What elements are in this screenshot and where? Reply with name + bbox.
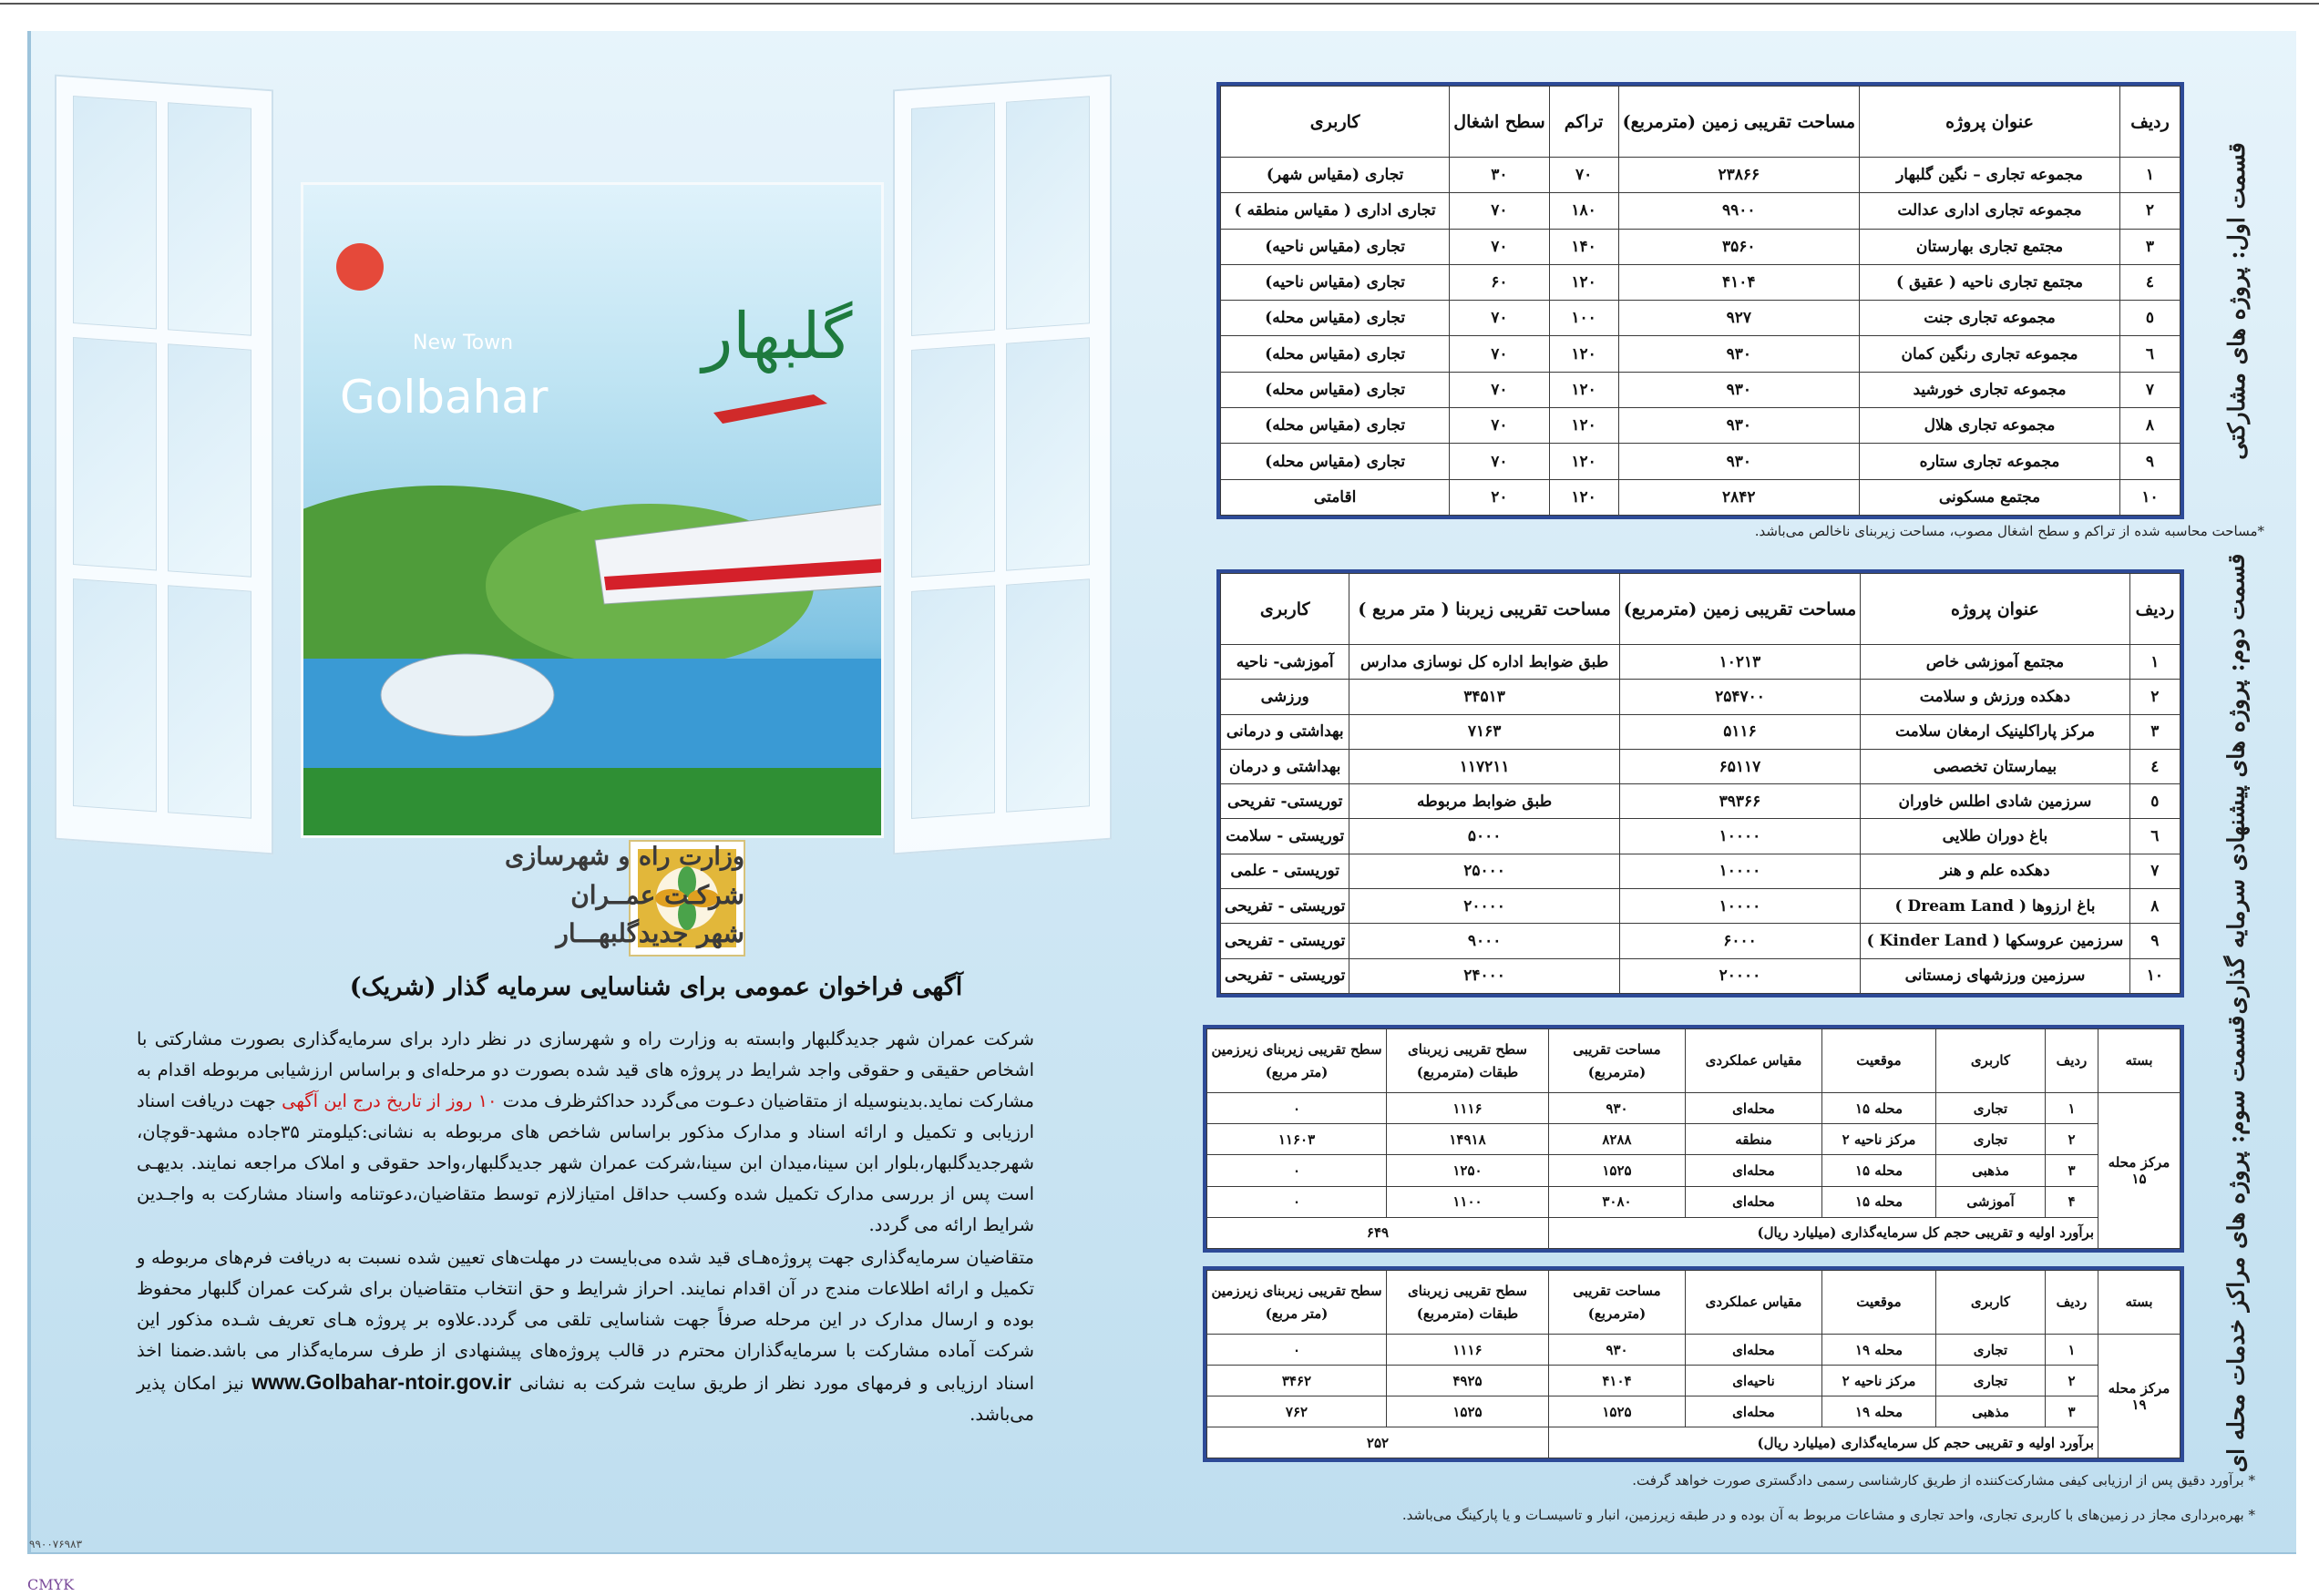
participation-projects-table	[1220, 86, 2180, 516]
table-cell: ٦	[2120, 336, 2180, 372]
right-window-sash	[893, 75, 1112, 855]
logo-text-en-small: New Town	[413, 332, 514, 354]
grass	[303, 768, 884, 838]
table-cell: ۳۵۶۰	[1618, 229, 1859, 264]
table-row	[1221, 889, 2180, 924]
table-cell: ۱۲۰	[1549, 264, 1618, 300]
paragraph-2: متقاضیان سرمایه‌گذاری جهت پروژه‌هـای قید شده می‌بایست در مهلت‌های تعیین شده نسبت به دریافت فرم‌های مربوطه و تکمیل و ارائه اطلاعات مندج در آن اقدام نمایند. احراز شرایط و حق انتخاب متقاضیان برای شرکت عمران گلبهار محفوظ بوده و ارسال مدارک در این مرحله صرفاً جهت شناسایی تلقی می گردد.علاوه بر پروژه هـای تعریف شـده مذکور این شرکت آماده مشارکت با سرمایه‌گذاران محترم در قالب پروژه‌های پیشنهادی از طرف سرمایه‌گذار می باشد.ضمنا اخذ اسناد ارزیابی و فرمهای مورد نظر از طریق سایت شرکت به نشانی www.Golbahar-ntoir.gov.ir نیز امکان پذیر می‌باشد.	[137, 1247, 1035, 1425]
table-cell: توریستی - علمی	[1221, 854, 1349, 888]
table-cell: مجتمع مسکونی	[1860, 479, 2120, 515]
table-cell: تجاری (مقیاس محله)	[1221, 408, 1450, 444]
table-cell: سرزمین شادی اطلس خاوران	[1861, 784, 2130, 819]
table-cell: مرکز ناحیه ۲	[1822, 1124, 1936, 1155]
city-photo	[301, 182, 884, 838]
table-cell: ۷	[2129, 854, 2180, 888]
table-cell: تجاری	[1936, 1124, 2046, 1155]
table-cell: مجموعه تجاری هلال	[1860, 408, 2120, 444]
table-cell: ۱۰۰۰۰	[1619, 854, 1860, 888]
table-cell: ٥	[2129, 784, 2180, 819]
left-window-sash	[55, 75, 273, 855]
color-mark: CMYK	[27, 1576, 75, 1593]
table-cell: ۷۰	[1450, 301, 1549, 336]
column-header: ردیف	[2046, 1029, 2098, 1093]
table-cell: توریستی - تفریحی	[1221, 924, 1349, 958]
table-cell: محله‌ای	[1686, 1186, 1822, 1217]
table-cell: ۹۲۷	[1618, 301, 1859, 336]
table-cell: ۳	[2129, 714, 2180, 749]
column-header: عنوان پروژه	[1860, 87, 2120, 158]
total-label: برآورد اولیه و تقریبی حجم کل سرمایه‌گذاری (میلیارد ریال)	[1549, 1217, 2098, 1248]
total-row	[1207, 1427, 2180, 1458]
table-cell: تجاری	[1936, 1335, 2046, 1366]
table-row	[1221, 229, 2180, 264]
table-cell: تجاری (مقیاس ناحیه)	[1221, 264, 1450, 300]
table-cell: باغ دوران طلایی	[1861, 819, 2130, 854]
table-row	[1221, 784, 2180, 819]
column-header: مساحت تقریبی زیربنا ( متر مربع )	[1349, 574, 1619, 645]
table-cell: ۹۳۰	[1618, 408, 1859, 444]
section2-table	[1216, 569, 2184, 998]
column-header: مقیاس عملکردی	[1686, 1029, 1822, 1093]
neighborhood15-table	[1206, 1028, 2180, 1249]
table-cell: ۱۸۰	[1549, 193, 1618, 229]
total-row	[1207, 1217, 2180, 1248]
table-cell: طبق ضوابط اداره کل نوسازی مدارس	[1349, 645, 1619, 680]
column-header: مقیاس عملکردی	[1686, 1271, 1822, 1335]
table-cell: ۱۱۱۶	[1387, 1093, 1549, 1124]
table-cell: ٤	[2129, 749, 2180, 783]
table-cell: مجتمع تجاری بهارستان	[1860, 229, 2120, 264]
table-row	[1221, 444, 2180, 479]
table-cell: تجاری اداری ( مقیاس منطقه )	[1221, 193, 1450, 229]
table-cell: ۱۵۲۵	[1549, 1396, 1686, 1427]
table-cell: ۷۰	[1549, 158, 1618, 193]
table-cell: توریستی - تفریحی	[1221, 958, 1349, 993]
table-cell: ۲۸۴۲	[1618, 479, 1859, 515]
table-cell: ۸	[2129, 889, 2180, 924]
column-header: مساحت تقریبی زمین (مترمربع)	[1618, 87, 1859, 158]
table-cell: ۱	[2046, 1335, 2098, 1366]
table-row	[1207, 1396, 2180, 1427]
table-cell: محله ۱۹	[1822, 1396, 1936, 1427]
column-header: سطح تقریبی زیربنای زیرزمین (متر مربع)	[1207, 1029, 1387, 1093]
table-cell: تجاری (مقیاس شهر)	[1221, 158, 1450, 193]
table-cell: ۱۲۰	[1549, 408, 1618, 444]
column-header: بسته	[2098, 1271, 2180, 1335]
table-row	[1221, 264, 2180, 300]
table-cell: ۹۳۰	[1618, 372, 1859, 407]
table-row	[1221, 158, 2180, 193]
table-cell: ۷۰	[1450, 193, 1549, 229]
pack-name: مرکز محله ۱۹	[2098, 1335, 2180, 1458]
table-cell: ۱۰۰۰۰	[1619, 889, 1860, 924]
table-cell: توریستی- تفریحی	[1221, 784, 1349, 819]
column-header: سطح تقریبی زیربنای طبقات (مترمربع)	[1387, 1029, 1549, 1093]
table-cell: تجاری	[1936, 1093, 2046, 1124]
table-cell: ۰	[1207, 1093, 1387, 1124]
table-cell: سرزمین عروسکها ( Kinder Land )	[1861, 924, 2130, 958]
section2-label: قسمت دوم: پروژه های پیشنهادی سرمایه گذاری	[2222, 553, 2250, 1014]
table-cell: مرکز ناحیه ۲	[1822, 1366, 1936, 1396]
table-cell: محله‌ای	[1686, 1396, 1822, 1427]
table-cell: ۸	[2120, 408, 2180, 444]
table-cell: ورزشی	[1221, 680, 1349, 714]
table-cell: بیمارستان تخصصی	[1861, 749, 2130, 783]
table-cell: ۹۳۰	[1618, 444, 1859, 479]
table-cell: ۷۶۲	[1207, 1396, 1387, 1427]
table-cell: باغ ارزوها ( Dream Land )	[1861, 889, 2130, 924]
table-row	[1221, 336, 2180, 372]
table-cell: ۱۱۰۰	[1387, 1186, 1549, 1217]
table-cell: تجاری (مقیاس محله)	[1221, 444, 1450, 479]
logo-text-en: Golbahar	[340, 371, 549, 424]
table-row	[1221, 819, 2180, 854]
table-cell: مرکز پاراکلینیک ارمغان سلامت	[1861, 714, 2130, 749]
table-cell: ٤	[2120, 264, 2180, 300]
neighborhood19-table	[1206, 1270, 2180, 1458]
ad-code: ۹۹۰۰۷۶۹۸۳	[29, 1538, 83, 1550]
table-cell: ۳	[2046, 1155, 2098, 1186]
table-cell: ۷۱۶۳	[1349, 714, 1619, 749]
table-cell: ۳	[2120, 229, 2180, 264]
column-header: ردیف	[2120, 87, 2180, 158]
table-cell: ۴۱۰۴	[1618, 264, 1859, 300]
table-cell: ۳	[2046, 1396, 2098, 1427]
table-row	[1221, 372, 2180, 407]
table-cell: مجموعه تجاری ستاره	[1860, 444, 2120, 479]
table-cell: ۲	[2129, 680, 2180, 714]
table-cell: ۸۲۸۸	[1549, 1124, 1686, 1155]
table-cell: ۲۳۸۶۶	[1618, 158, 1859, 193]
balloon-icon	[336, 243, 384, 291]
city-name: شهر جدیدگلبهـــار	[556, 918, 744, 948]
table-cell: اقامتی	[1221, 479, 1450, 515]
table-cell: ۳۰۸۰	[1549, 1186, 1686, 1217]
table-cell: مجتمع آموزشی خاص	[1861, 645, 2130, 680]
paragraph-1: شرکت عمران شهر جدیدگلبهار وابسته به وزارت راه و شهرسازی در نظر دارد برای سرمایه‌گذاری بصورت مشارکتی با اشخاص حقیقی و حقوقی واجد شرایط در پروژه های قید شده بصورت دو مرحله‌ای و براساس ارزشیابی مربوطه اقدام به مشارکت نماید.بدینوسیله از متقاضیان دعـوت می‌گردد حداکثرظرف مدت ۱۰ روز از تاریخ درج این آگهی جهت دریافت اسناد ارزیابی و تکمیل و ارائه اسناد و مدارک مذکور براساس شاخص های مربوطه به نشانی:کیلومتر ۳۵جاده مشهد-قوچان، شهرجدیدگلبهار،بلوار ابن سینا،میدان ابن سینا،شرکت عمران شهر جدیدگلبهار،واحد حقوقی و املاک مراجعه نمایند. بدیهـی است پس از بررسی مدارک تکمیل شده وکسب حداقل امتیازلازم توسط متقاضیان،دعوتنامه واسناد مشارکت به واجـدین شرایط ارائه می گردد.	[137, 1028, 1034, 1235]
table-cell: ۳۰	[1450, 158, 1549, 193]
table-cell: ۴	[2046, 1186, 2098, 1217]
table-cell: بهداشتی و درمانی	[1221, 714, 1349, 749]
company-name: شرکـت عمــران	[570, 880, 744, 910]
column-header: ردیف	[2046, 1271, 2098, 1335]
table-cell: منطقه	[1686, 1124, 1822, 1155]
section3-pack1-table	[1203, 1025, 2184, 1253]
table-cell: ٦	[2129, 819, 2180, 854]
column-header: مساحت تقریبی زمین (مترمربع)	[1619, 574, 1860, 645]
column-header: مساحت تقریبی (مترمربع)	[1549, 1271, 1686, 1335]
column-header: عنوان پروژه	[1861, 574, 2130, 645]
table-cell: ۲۰۰۰۰	[1619, 958, 1860, 993]
table-cell: ۱۰۰۰۰	[1619, 819, 1860, 854]
table-row	[1221, 301, 2180, 336]
table-cell: محله ۱۹	[1822, 1335, 1936, 1366]
table-row	[1221, 645, 2180, 680]
column-header: کاربری	[1936, 1271, 2046, 1335]
pack-name: مرکز محله ۱۵	[2098, 1093, 2180, 1249]
table-cell: ۶۵۱۱۷	[1619, 749, 1860, 783]
column-header: کاربری	[1221, 87, 1450, 158]
column-header: کاربری	[1221, 574, 1349, 645]
table-cell: محله‌ای	[1686, 1335, 1822, 1366]
table-cell: ۱۰۰	[1549, 301, 1618, 336]
table-cell: ۲	[2046, 1124, 2098, 1155]
table-cell: ۱	[2120, 158, 2180, 193]
table-row	[1221, 749, 2180, 783]
column-header: بسته	[2098, 1029, 2180, 1093]
total-value: ۶۴۹	[1207, 1217, 1549, 1248]
table-cell: ۹۰۰۰	[1349, 924, 1619, 958]
ad-body	[137, 1024, 1034, 1432]
column-header: ردیف	[2129, 574, 2180, 645]
table-row	[1221, 479, 2180, 515]
table-cell: تجاری (مقیاس محله)	[1221, 372, 1450, 407]
table-cell: ۷۰	[1450, 444, 1549, 479]
proposed-projects-table	[1220, 573, 2180, 994]
table-row	[1221, 193, 2180, 229]
column-header: سطح اشغال	[1450, 87, 1549, 158]
column-header: سطح تقریبی زیربنای طبقات (مترمربع)	[1387, 1271, 1549, 1335]
table-cell: مجموعه تجاری خورشید	[1860, 372, 2120, 407]
table-row	[1207, 1155, 2180, 1186]
table-cell: آموزشی- ناحیه	[1221, 645, 1349, 680]
table-cell: مذهبی	[1936, 1396, 2046, 1427]
table-row	[1221, 958, 2180, 993]
table-cell: ٥	[2120, 301, 2180, 336]
table-row	[1221, 408, 2180, 444]
table-cell: ۹	[2129, 924, 2180, 958]
table-row	[1221, 854, 2180, 888]
table-cell: ۹۹۰۰	[1618, 193, 1859, 229]
table-cell: دهکده علم و هنر	[1861, 854, 2130, 888]
window-illustration	[55, 82, 1112, 902]
table-cell: ۰	[1207, 1335, 1387, 1366]
table-cell: مجموعه تجاری جنت	[1860, 301, 2120, 336]
table-cell: سرزمین ورزشهای زمستانی	[1861, 958, 2130, 993]
deadline-highlight: ۱۰ روز از تاریخ درج این آگهی	[282, 1090, 498, 1111]
table-cell: ۱۴۰	[1549, 229, 1618, 264]
table-cell: ۱۰۲۱۳	[1619, 645, 1860, 680]
table-cell: ۳۴۵۱۳	[1349, 680, 1619, 714]
table-row	[1207, 1366, 2180, 1396]
table-cell: ۲۵۴۷۰۰	[1619, 680, 1860, 714]
table-cell: ۷۰	[1450, 372, 1549, 407]
table-cell: بهداشتی و درمان	[1221, 749, 1349, 783]
section1-note: *مساحت محاسبه شده از تراکم و سطح اشغال مصوب، مساحت زیربنای ناخالص می‌باشد.	[1754, 523, 2264, 539]
table-cell: ۷۰	[1450, 408, 1549, 444]
total-value: ۲۵۲	[1207, 1427, 1549, 1458]
table-cell: ۱۲۵۰	[1387, 1155, 1549, 1186]
table-cell: ۱۱۱۶	[1387, 1335, 1549, 1366]
column-header: موقعیت	[1822, 1271, 1936, 1335]
table-row	[1207, 1124, 2180, 1155]
table-cell: مجموعه تجاری اداری عدالت	[1860, 193, 2120, 229]
table-cell: ۹۳۰	[1549, 1093, 1686, 1124]
table-cell: تجاری (مقیاس محله)	[1221, 336, 1450, 372]
table-cell: ۲۰۰۰۰	[1349, 889, 1619, 924]
column-header: کاربری	[1936, 1029, 2046, 1093]
table-row	[1207, 1093, 2180, 1124]
table-cell: ۱۵۲۵	[1387, 1396, 1549, 1427]
website-link[interactable]: www.Golbahar-ntoir.gov.ir	[251, 1370, 512, 1394]
column-header: تراکم	[1549, 87, 1618, 158]
table-cell: ۲	[2120, 193, 2180, 229]
table-cell: ۵۰۰۰	[1349, 819, 1619, 854]
table-cell: تجاری (مقیاس محله)	[1221, 301, 1450, 336]
table-cell: ۳۴۶۲	[1207, 1366, 1387, 1396]
column-header: موقعیت	[1822, 1029, 1936, 1093]
table-cell: محله‌ای	[1686, 1093, 1822, 1124]
section1-label: قسمت اول: پروژه های مشارکتی	[2222, 141, 2250, 460]
table-cell: محله‌ای	[1686, 1155, 1822, 1186]
table-cell: ۹۳۰	[1549, 1335, 1686, 1366]
table-cell: ۷۰	[1450, 229, 1549, 264]
section1-table	[1216, 82, 2184, 519]
table-cell: ۲۵۰۰۰	[1349, 854, 1619, 888]
table-cell: ۱۰	[2120, 479, 2180, 515]
section3-pack2-table	[1203, 1266, 2184, 1462]
table-cell: ۲	[2046, 1366, 2098, 1396]
table-cell: ۶۰۰۰	[1619, 924, 1860, 958]
table-cell: ۱۱۶۰۳	[1207, 1124, 1387, 1155]
airplane-icon	[713, 394, 827, 424]
table-cell: ۹	[2120, 444, 2180, 479]
table-cell: ۵۱۱۶	[1619, 714, 1860, 749]
table-cell: ۴۹۲۵	[1387, 1366, 1549, 1396]
table-cell: محله ۱۵	[1822, 1155, 1936, 1186]
table-row	[1207, 1186, 2180, 1217]
table-cell: تجاری (مقیاس ناحیه)	[1221, 229, 1450, 264]
table-cell: توریستی - سلامت	[1221, 819, 1349, 854]
table-cell: ۲۴۰۰۰	[1349, 958, 1619, 993]
table-cell: ۱۲۰	[1549, 444, 1618, 479]
total-label: برآورد اولیه و تقریبی حجم کل سرمایه‌گذاری (میلیارد ریال)	[1549, 1427, 2098, 1458]
table-cell: ۱۵۲۵	[1549, 1155, 1686, 1186]
table-cell: توریستی - تفریحی	[1221, 889, 1349, 924]
table-cell: ۶۰	[1450, 264, 1549, 300]
table-cell: مجموعه تجاری – نگین گلبهار	[1860, 158, 2120, 193]
table-cell: ۱۰	[2129, 958, 2180, 993]
column-header: مساحت تقریبی (مترمربع)	[1549, 1029, 1686, 1093]
building-icon	[381, 654, 554, 736]
table-cell: ۹۳۰	[1618, 336, 1859, 372]
table-cell: آموزشی	[1936, 1186, 2046, 1217]
table-cell: ۱۴۹۱۸	[1387, 1124, 1549, 1155]
table-cell: ۱	[2129, 645, 2180, 680]
table-cell: ۷۰	[1450, 336, 1549, 372]
table-cell: مجموعه تجاری رنگین کمان	[1860, 336, 2120, 372]
table-row	[1221, 924, 2180, 958]
section3-note-1: * برآورد دقیق پس از ارزیابی کیفی مشارکت‌کننده از طریق کارشناسی رسمی دادگستری صورت خواهد گرفت.	[1632, 1472, 2255, 1489]
table-row	[1207, 1335, 2180, 1366]
landscape-drawing	[303, 185, 884, 838]
top-rule	[0, 3, 2319, 5]
table-cell: محله ۱۵	[1822, 1186, 1936, 1217]
table-cell: ۰	[1207, 1186, 1387, 1217]
table-cell: ۱۲۰	[1549, 372, 1618, 407]
table-cell: ۲۰	[1450, 479, 1549, 515]
table-row	[1221, 714, 2180, 749]
table-cell: ۱	[2046, 1093, 2098, 1124]
table-cell: ۳۹۳۶۶	[1619, 784, 1860, 819]
table-cell: ۱۲۰	[1549, 336, 1618, 372]
section3-label: قسمت سوم: پروژه های مراکز خدمات محله ای	[2222, 1015, 2250, 1472]
table-cell: محله ۱۵	[1822, 1093, 1936, 1124]
ministry-name: وزارت راه و شهرسازی	[505, 843, 744, 871]
table-cell: مجتمع تجاری ناحیه ( عقیق )	[1860, 264, 2120, 300]
table-row	[1221, 680, 2180, 714]
table-cell: ناحیه‌ای	[1686, 1366, 1822, 1396]
ad-title: آگهی فراخوان عمومی برای شناسایی سرمایه گذار (شریک)	[349, 973, 963, 1001]
column-header: سطح تقریبی زیربنای زیرزمین (متر مربع)	[1207, 1271, 1387, 1335]
table-cell: ۱۲۰	[1549, 479, 1618, 515]
table-cell: طبق ضوابط مربوطه	[1349, 784, 1619, 819]
section3-note-2: * بهره‌برداری مجاز در زمین‌های با کاربری تجاری، واحد تجاری و مشاعات مربوط به آن بوده و در طبقه زیرزمین، انبار و تاسیسـات و یا پارکینگ می‌باشد.	[1401, 1507, 2255, 1523]
logo-text-fa: گلبهار	[702, 299, 853, 373]
table-cell: ۰	[1207, 1155, 1387, 1186]
table-cell: تجاری	[1936, 1366, 2046, 1396]
table-cell: ۴۱۰۴	[1549, 1366, 1686, 1396]
table-cell: ۷	[2120, 372, 2180, 407]
table-cell: ۱۱۷۲۱۱	[1349, 749, 1619, 783]
table-cell: دهکده ورزش و سلامت	[1861, 680, 2130, 714]
table-cell: مذهبی	[1936, 1155, 2046, 1186]
